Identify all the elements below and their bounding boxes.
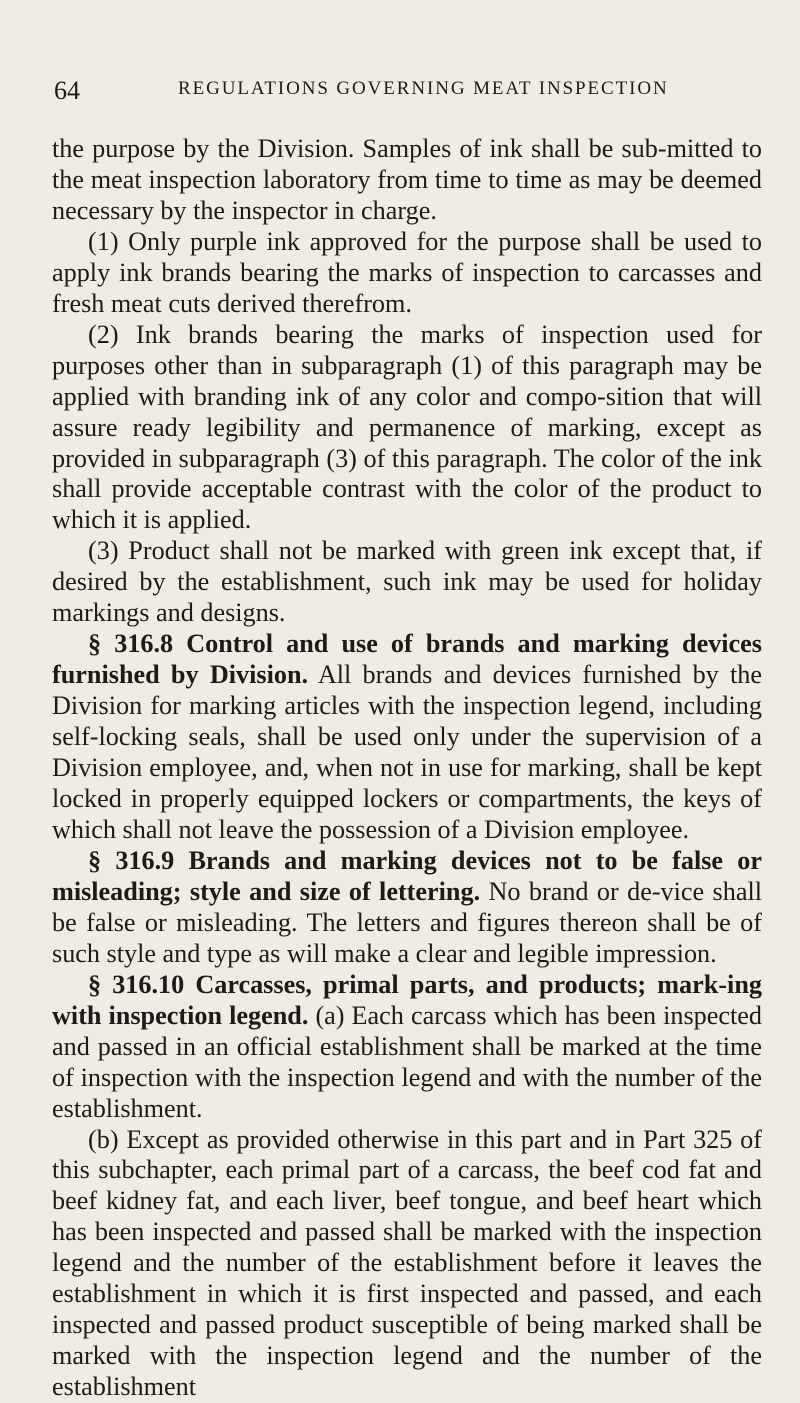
running-title: REGULATIONS GOVERNING MEAT INSPECTION: [178, 78, 669, 100]
running-header: [54, 76, 758, 104]
paragraph-subparagraph-2: (2) Ink brands bearing the marks of inspection used for purposes other than in subparagraph (1) of this paragraph may be applied with branding ink of any color and compo-sition that will assure ready legibility and permanence of marking, except as provided in subparagraph (3) of this paragraph. The color of the ink shall provide acceptable contrast with the color of the product to which it is applied.: [52, 320, 762, 537]
section-316-8: [52, 629, 762, 846]
section-heading-316-10: § 316.10 Carcasses, primal parts, and products; mark-ing with inspection legend.: [52, 970, 762, 1030]
paragraph-subparagraph-3: (3) Product shall not be marked with green ink except that, if desired by the establishment, such ink may be used for holiday markings and designs.: [52, 536, 762, 629]
page-number: 64: [54, 76, 80, 106]
section-text-316-9: No brand or de-vice shall be false or misleading. The letters and figures thereon shall be of such style and type as will make a clear and legible impression.: [52, 877, 762, 968]
section-text-316-10: (a) Each carcass which has been inspected and passed in an official establishment shall be marked at the time of inspection with the inspection legend and with the number of the establishment.: [52, 1001, 762, 1123]
body-text: [52, 134, 762, 1403]
section-316-9: [52, 846, 762, 970]
section-heading-316-9: § 316.9 Brands and marking devices not to be false or misleading; style and size of lettering.: [52, 846, 762, 906]
section-316-10: [52, 970, 762, 1125]
section-heading-316-8: § 316.8 Control and use of brands and marking devices furnished by Division.: [52, 629, 762, 689]
paragraph-continued: the purpose by the Division. Samples of ink shall be sub-mitted to the meat inspection laboratory from time to time as may be deemed necessary by the inspector in charge.: [52, 134, 762, 227]
paragraph-b: (b) Except as provided otherwise in this part and in Part 325 of this subchapter, each primal part of a carcass, the beef cod fat and beef kidney fat, and each liver, beef tongue, and beef heart which has been inspected and passed shall be marked with the inspection legend and the number of the establishment before it leaves the establishment in which it is first inspected and passed, and each inspected and passed product susceptible of being marked shall be marked with the inspection legend and the number of the establishment: [52, 1125, 762, 1403]
paragraph-subparagraph-1: (1) Only purple ink approved for the purpose shall be used to apply ink brands bearing the marks of inspection to carcasses and fresh meat cuts derived therefrom.: [52, 227, 762, 320]
section-text-316-8: All brands and devices furnished by the Division for marking articles with the inspection legend, including self-locking seals, shall be used only under the supervision of a Division employee, and, when not in use for marking, shall be kept locked in properly equipped lockers or compartments, the keys of which shall not leave the possession of a Division employee.: [52, 660, 762, 844]
